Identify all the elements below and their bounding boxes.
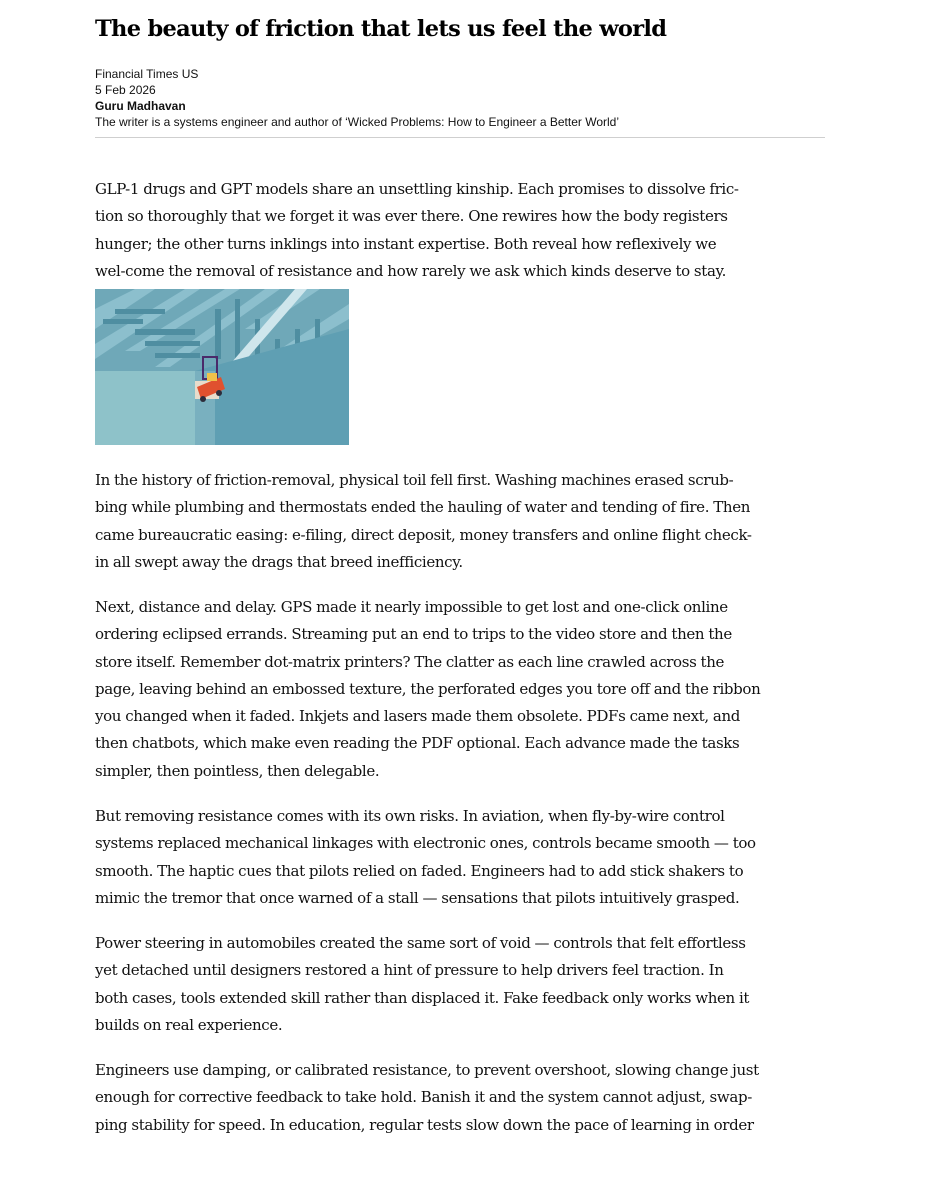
publish-date: 5 Feb 2026 xyxy=(95,83,156,97)
paragraph-2: In the history of friction-removal, physical toil fell first. Washing machines erased scrub- bing while plumbing and thermostats ended the hauling of water and tending of fire. Then came bureaucratic easing: e-filing, direct deposit, money transfers and online flight check- in all swept away the drags that breed inefficiency. xyxy=(95,471,752,571)
paragraph-6: Engineers use damping, or calibrated resistance, to prevent overshoot, slowing change just enough for corrective feedback to take hold. Banish it and the system cannot adjust, swap- ping stability for speed. In education, regular tests slow down the pace of learning in order xyxy=(95,1061,759,1134)
paragraph-5: Power steering in automobiles created the same sort of void — controls that felt effortless yet detached until designers restored a hint of pressure to help drivers feel traction. In both cases, tools extended skill rather than displaced it. Fake feedback only works when it builds on real experience. xyxy=(95,934,750,1034)
article-meta xyxy=(95,66,827,130)
paragraph-4: But removing resistance comes with its own risks. In aviation, when fly-by-wire control systems replaced mechanical linkages with electronic ones, controls became smooth — too smooth. The haptic cues that pilots relied on faded. Engineers had to add stick shakers to mimic the tremor that once warned of a stall — sensations that pilots intuitively grasped. xyxy=(95,807,756,907)
article-title: The beauty of friction that lets us feel the world xyxy=(95,16,667,42)
paragraph-3: Next, distance and delay. GPS made it nearly impossible to get lost and one-click online ordering eclipsed errands. Streaming put an end to trips to the video store and then the store itself. Remember dot-matrix printers? The clatter as each line crawled across the page, leaving behind an embossed texture, the perforated edges you tore off and the ribbon you changed when it faded. Inkjets and lasers made them obsolete. PDFs came next, and then chatbots, which make even reading the PDF optional. Each advance made the tasks simpler, then pointless, then delegable. xyxy=(95,598,761,780)
paragraph-1: GLP-1 drugs and GPT models share an unsettling kinship. Each promises to dissolve fric- tion so thoroughly that we forget it was ever there. One rewires how the body registers hunger; the other turns inklings into instant expertise. Both reveal how reflexively we wel-come the removal of resistance and how rarely we ask which kinds deserve to stay. xyxy=(95,180,739,280)
author-name: Guru Madhavan xyxy=(95,99,186,113)
publication-name: Financial Times US xyxy=(95,67,199,81)
maze-forklift-illustration xyxy=(95,289,349,445)
header-divider xyxy=(95,137,825,138)
author-bio: The writer is a systems engineer and author of ‘Wicked Problems: How to Engineer a Better World’ xyxy=(95,115,620,129)
